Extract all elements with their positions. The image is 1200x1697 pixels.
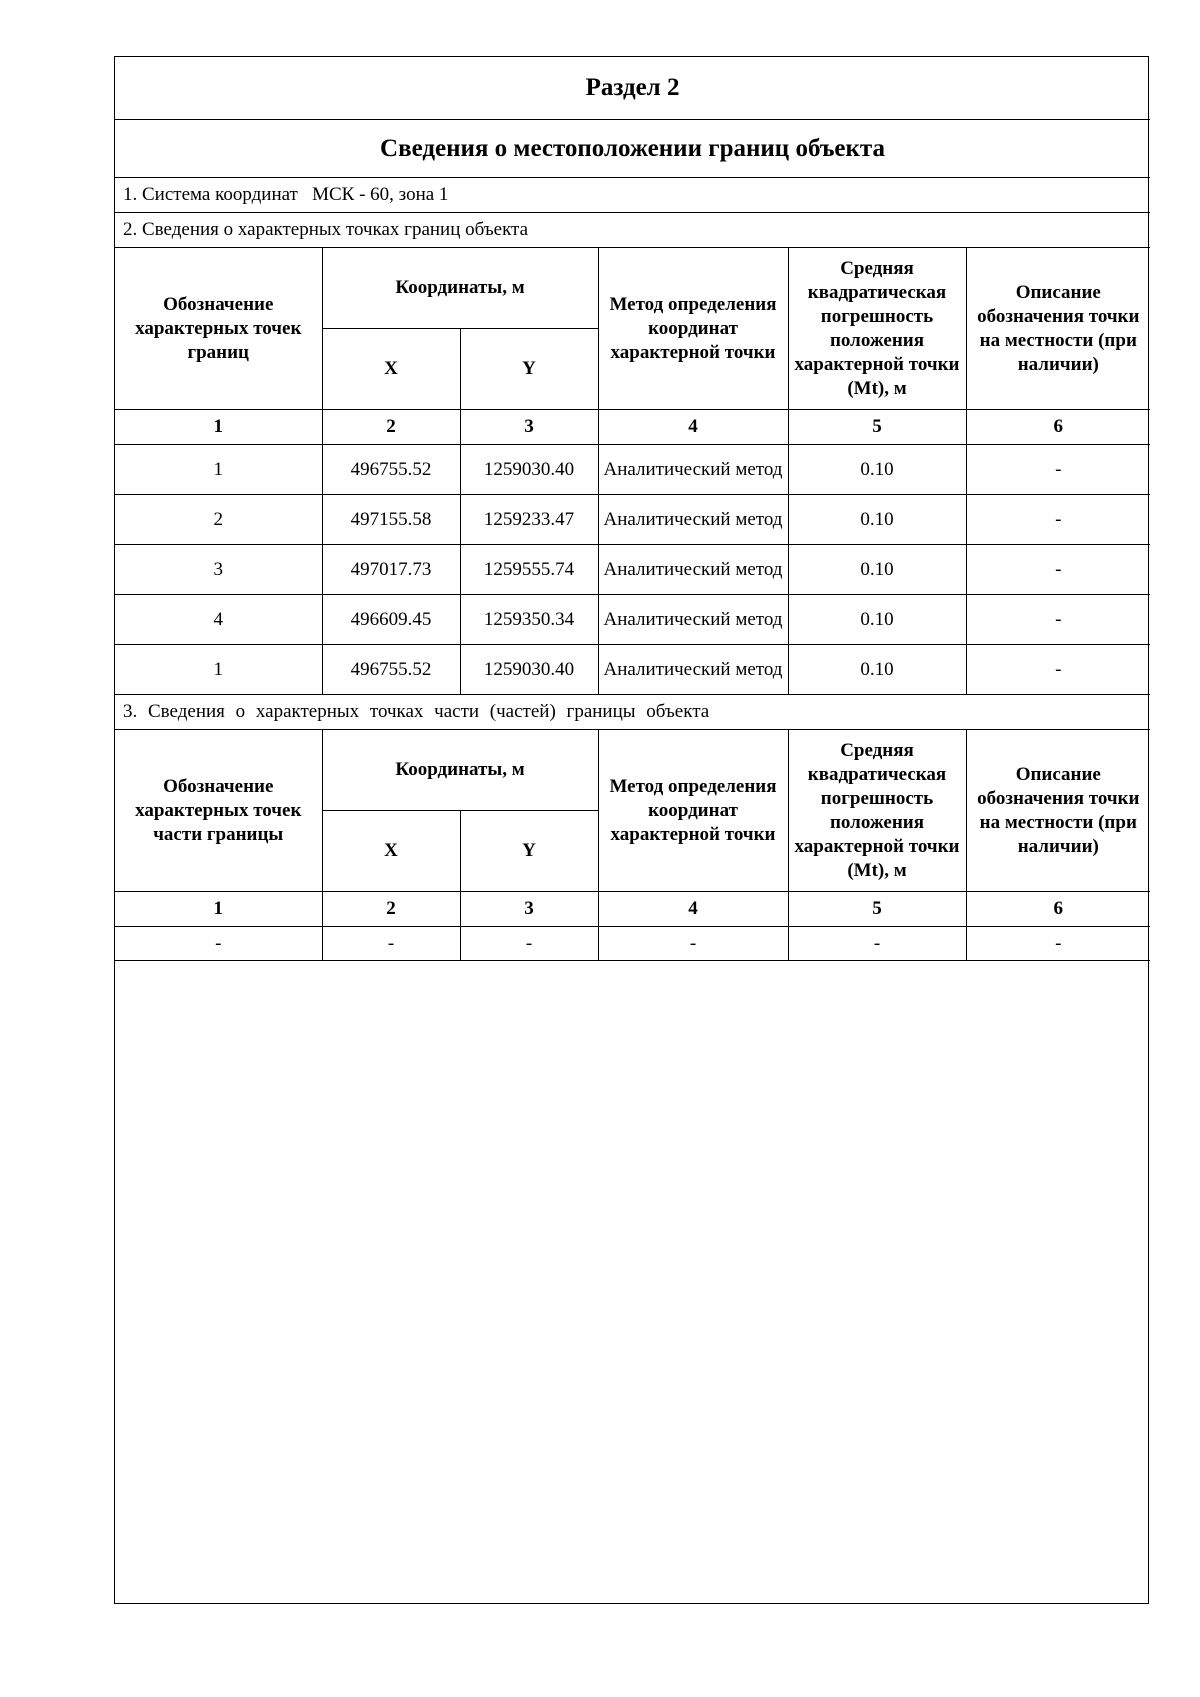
coordinate-system-line	[115, 178, 1150, 213]
table2-header-y: Y	[460, 811, 598, 892]
table2-header-coords: Координаты, м	[322, 730, 598, 811]
y-cell: 1259030.40	[460, 445, 598, 495]
table1-colnum: 6	[966, 410, 1150, 445]
error-cell: 0.10	[788, 495, 966, 545]
x-cell: 497155.58	[322, 495, 460, 545]
table1-header-x: X	[322, 329, 460, 410]
table-row	[115, 495, 1150, 545]
section-title: Раздел 2	[115, 57, 1150, 120]
x-cell: 496609.45	[322, 595, 460, 645]
method-cell: Аналитический метод	[598, 545, 788, 595]
table1-colnum: 5	[788, 410, 966, 445]
point-id-cell: -	[115, 927, 322, 961]
table-row	[115, 927, 1150, 961]
table-row	[115, 595, 1150, 645]
point-id-cell: 3	[115, 545, 322, 595]
description-cell: -	[966, 595, 1150, 645]
coordinate-system-label: 1. Система координат	[123, 184, 298, 205]
table-row	[115, 545, 1150, 595]
point-id-cell: 2	[115, 495, 322, 545]
table2-colnum: 5	[788, 892, 966, 927]
coordinate-system-value: МСК - 60, зона 1	[312, 184, 449, 205]
table1-header-method: Метод определения координат характерной точки	[598, 248, 788, 410]
x-cell: -	[322, 927, 460, 961]
y-cell: 1259233.47	[460, 495, 598, 545]
table2-caption: 3. Сведения о характерных точках части (частей) границы объекта	[115, 695, 1150, 730]
method-cell: Аналитический метод	[598, 495, 788, 545]
method-cell: Аналитический метод	[598, 645, 788, 695]
table2-header-x: X	[322, 811, 460, 892]
table2-colnum: 6	[966, 892, 1150, 927]
table-row	[115, 645, 1150, 695]
x-cell: 496755.52	[322, 645, 460, 695]
document-frame	[114, 56, 1149, 1604]
description-cell: -	[966, 545, 1150, 595]
table1-colnum: 3	[460, 410, 598, 445]
point-id-cell: 1	[115, 645, 322, 695]
point-id-cell: 1	[115, 445, 322, 495]
y-cell: 1259350.34	[460, 595, 598, 645]
y-cell: 1259555.74	[460, 545, 598, 595]
point-id-cell: 4	[115, 595, 322, 645]
error-cell: 0.10	[788, 645, 966, 695]
table1-colnum: 4	[598, 410, 788, 445]
x-cell: 497017.73	[322, 545, 460, 595]
table2-header-description: Описание обозначения точки на местности (при наличии)	[966, 730, 1150, 892]
table1-header-description: Описание обозначения точки на местности (при наличии)	[966, 248, 1150, 410]
method-cell: Аналитический метод	[598, 595, 788, 645]
table2-header-error: Средняя квадратическая погрешность положения характерной точки (Mt), м	[788, 730, 966, 892]
error-cell: 0.10	[788, 595, 966, 645]
table1-caption: 2. Сведения о характерных точках границ объекта	[115, 213, 1150, 248]
section-subtitle: Сведения о местоположении границ объекта	[115, 120, 1150, 178]
table2-header-designation: Обозначение характерных точек части границы	[115, 730, 322, 892]
table1-colnum: 2	[322, 410, 460, 445]
table2-colnum: 2	[322, 892, 460, 927]
table2-colnum: 1	[115, 892, 322, 927]
table2-header-method: Метод определения координат характерной точки	[598, 730, 788, 892]
table-row	[115, 445, 1150, 495]
description-cell: -	[966, 445, 1150, 495]
y-cell: 1259030.40	[460, 645, 598, 695]
table1-header-designation: Обозначение характерных точек границ	[115, 248, 322, 410]
y-cell: -	[460, 927, 598, 961]
method-cell: Аналитический метод	[598, 445, 788, 495]
error-cell: 0.10	[788, 545, 966, 595]
table2-colnum: 3	[460, 892, 598, 927]
x-cell: 496755.52	[322, 445, 460, 495]
table2-colnum: 4	[598, 892, 788, 927]
error-cell: -	[788, 927, 966, 961]
section-table	[115, 57, 1150, 961]
table1-header-y: Y	[460, 329, 598, 410]
description-cell: -	[966, 495, 1150, 545]
error-cell: 0.10	[788, 445, 966, 495]
table1-header-coords: Координаты, м	[322, 248, 598, 329]
table1-header-error: Средняя квадратическая погрешность положения характерной точки (Mt), м	[788, 248, 966, 410]
description-cell: -	[966, 927, 1150, 961]
description-cell: -	[966, 645, 1150, 695]
table1-colnum: 1	[115, 410, 322, 445]
method-cell: -	[598, 927, 788, 961]
